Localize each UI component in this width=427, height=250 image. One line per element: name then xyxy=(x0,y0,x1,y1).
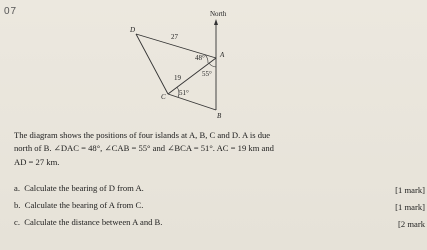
question-b-marks: [1 mark] xyxy=(395,202,425,212)
question-b-letter: b. xyxy=(14,200,21,210)
question-b-text: Calculate the bearing of A from C. xyxy=(24,200,144,210)
islands-diagram xyxy=(118,6,258,118)
question-c xyxy=(14,217,162,228)
angle-cab-label: 55° xyxy=(202,70,212,78)
intro-line-1: The diagram shows the positions of four islands at A, B, C and D. A is due xyxy=(14,130,271,140)
question-c-text: Calculate the distance between A and B. xyxy=(24,217,163,227)
point-c-label: C xyxy=(161,93,166,101)
edge-cb xyxy=(168,94,216,110)
question-a xyxy=(14,183,144,194)
question-c-marks: [2 mark xyxy=(398,219,425,229)
intro-line-2: north of B. ∠DAC = 48°, ∠CAB = 55° and ∠BCA = 51°. AC = 19 km and xyxy=(14,143,274,153)
angle-cab-arc xyxy=(209,63,216,67)
point-d-label: D xyxy=(130,26,136,34)
north-label: North xyxy=(210,10,227,18)
edge-dc xyxy=(136,34,168,94)
angle-bca-label: 51° xyxy=(179,89,189,97)
question-a-text: Calculate the bearing of D from A. xyxy=(24,183,144,193)
question-a-marks: [1 mark] xyxy=(395,185,425,195)
question-b xyxy=(14,200,143,211)
question-c-letter: c. xyxy=(14,217,20,227)
angle-dac-label: 48° xyxy=(195,54,205,62)
point-b-label: B xyxy=(217,112,222,118)
angle-dac-arc xyxy=(205,55,208,63)
distance-ac-label: 19 xyxy=(174,74,181,82)
point-a-label: A xyxy=(220,51,225,59)
question-number: 07 xyxy=(4,6,18,17)
intro-line-3: AD = 27 km. xyxy=(14,157,60,167)
distance-ad-label: 27 xyxy=(171,33,178,41)
north-arrow-icon xyxy=(214,19,218,25)
question-a-letter: a. xyxy=(14,183,20,193)
